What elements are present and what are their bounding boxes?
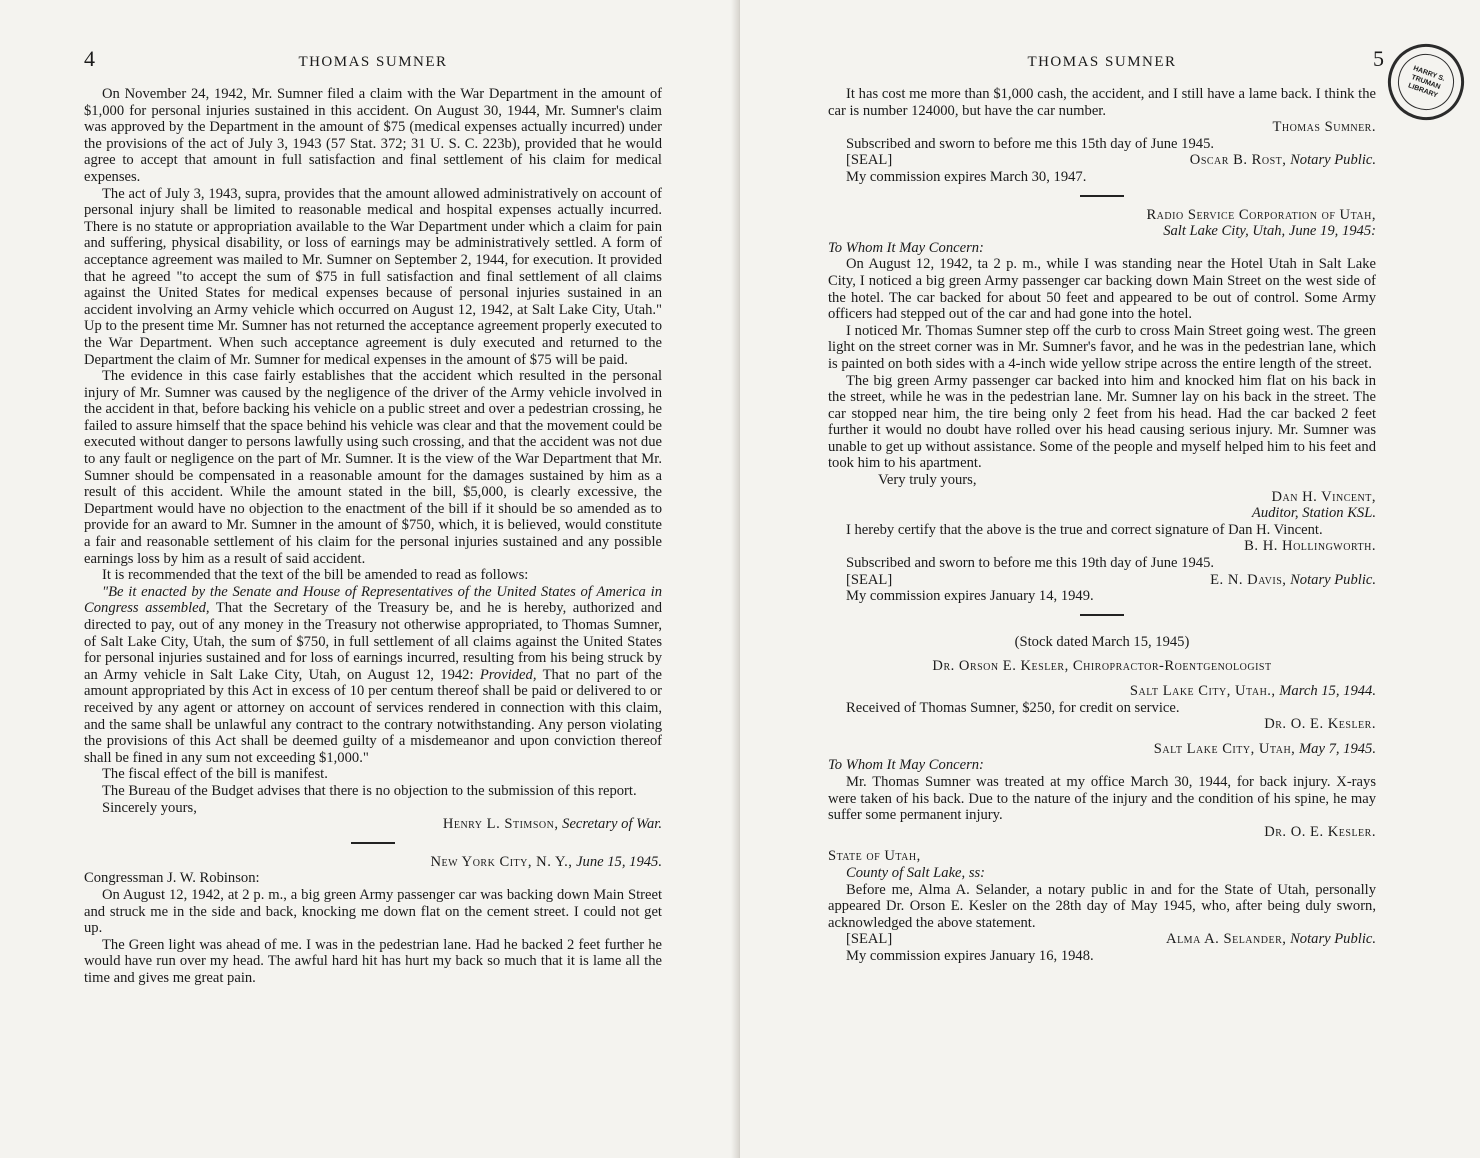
paragraph: I noticed Mr. Thomas Sumner step off the curb to cross Main Street going west. The green light on the street corner was in Mr. Sumner's favor, and he was in the pedestrian lane, which is painted on both sides with a 4-inch wide yellow stripe across the entire length of the street. [828, 322, 1376, 372]
dateline-date: May 7, 1945. [1298, 740, 1376, 757]
salutation-text: To Whom It May Concern: [828, 757, 984, 774]
signer-name: Henry L. Stimson, [442, 816, 559, 833]
spacer [828, 840, 1376, 848]
commission: My commission expires March 30, 1947. [846, 168, 1087, 185]
page-number: 4 [84, 46, 95, 71]
notary-title: Notary Public. [1290, 571, 1376, 588]
spacer [828, 675, 1376, 683]
closing: Very truly yours, [878, 472, 977, 489]
paragraph: On August 12, 1942, at 2 p. m., a big green Army passenger car was backing down Main Street and struck me in the side and back, knocking me down flat on the cement street. I could not get up. [84, 886, 662, 937]
spacer [828, 650, 1376, 658]
paragraph: On August 12, 1942, ta 2 p. m., while I was standing near the Hotel Utah in Salt Lake City, I noticed a big green Army passenger car backing down Main Street on the west side of the hotel. The car backed for about 50 feet and appeared to be out of control. Some Army officers had stepped out of the car and had gone into the hotel. [828, 256, 1376, 323]
signer-title [828, 505, 1376, 522]
paragraph: The Green light was ahead of me. I was in the pedestrian lane. Had he backed 2 feet further he would have run over my head. The awful hard hit has hurt my back so much that it is lame all the time and gives me great pain. [84, 936, 662, 986]
signer-title: Secretary of War. [562, 816, 662, 833]
county-text: County of Salt Lake, ss: [846, 864, 986, 881]
dateline-place: Salt Lake City, Utah, [1153, 740, 1296, 757]
section-rule [1080, 614, 1124, 616]
closing: Sincerely yours, [102, 799, 197, 816]
left-page-body [84, 86, 662, 986]
library-stamp [1377, 33, 1474, 130]
stock-note: (Stock dated March 15, 1945) [1014, 633, 1190, 650]
county-line [828, 865, 1376, 882]
enacting-clause: "Be it enacted by the Senate and House of Representatives of the United States of America in Congress assembled, [84, 583, 662, 617]
seal-line [828, 572, 1376, 589]
signature: Dr. O. E. Kesler. [1264, 716, 1376, 733]
signature-line [84, 816, 662, 833]
salutation [828, 757, 1376, 774]
sworn-statement: Subscribed and sworn to before me this 19th day of June 1945. [846, 555, 1215, 572]
receipt-text: Received of Thomas Sumner, $250, for credit on service. [846, 699, 1180, 716]
paragraph: On November 24, 1942, Mr. Sumner filed a claim with the War Department in the amount of $1,000 for personal injuries sustained in this accident. On August 30, 1944, Mr. Sumner's claim was approved by the Department in the amount of $75 (medical expenses actually incurred) under the provisions of the act of July 3, 1943 (57 Stat. 372; 31 U. S. C. 223b), provided that he would agree to accept that amount in full satisfaction and final settlement of his claim for medical expenses. [84, 86, 662, 185]
dateline-date: March 15, 1944. [1279, 683, 1376, 699]
notary-name: Oscar B. Rost, [1189, 152, 1287, 169]
right-page-body [828, 86, 1376, 965]
section-rule [1080, 195, 1124, 197]
stamp-text: HARRY S. TRUMAN LIBRARY [1390, 46, 1462, 118]
seal-line [828, 931, 1376, 948]
bill-text-part: That the Secretary of the Treasury be, and he is hereby, authorized and directed to pay, out of any money in the Treasury not otherwise appropriated, to Thomas Sumner, of Salt Lake City, Utah, the sum of $750, in full settlement of all claims against the United States for personal injuries sustained and for loss of earnings incurred, resulting from his being struck by an Army vehicle in Salt Lake City, Utah, on August 12, 1942: [84, 600, 662, 683]
notary-name: E. N. Davis, [1210, 571, 1287, 588]
notary-title: Notary Public. [1290, 931, 1376, 948]
paragraph: Mr. Thomas Sumner was treated at my office March 30, 1944, for back injury. X-rays were taken of his back. Due to the nature of the injury and the condition of his spine, he may suffer some permanent injury. [828, 773, 1376, 824]
paragraph: It is recommended that the text of the bill be amended to read as follows: [102, 567, 529, 584]
proviso: Provided, [479, 666, 537, 683]
dateline [828, 223, 1376, 240]
signer-name: Dan H. Vincent, [1271, 488, 1376, 505]
left-page-header [84, 46, 662, 80]
certification: I hereby certify that the above is the true and correct signature of Dan H. Vincent. [846, 521, 1323, 538]
commission: My commission expires January 14, 1949. [846, 588, 1094, 605]
paragraph: The fiscal effect of the bill is manifest. [102, 766, 328, 783]
notary-title: Notary Public. [1290, 152, 1376, 169]
dateline-text: Salt Lake City, Utah, June 19, 1945: [1163, 223, 1376, 240]
running-head: THOMAS SUMNER [298, 54, 448, 70]
salutation-text: To Whom It May Concern: [828, 239, 984, 256]
bill-text [84, 584, 662, 767]
dateline [828, 741, 1376, 758]
signature: Thomas Sumner. [1272, 119, 1376, 136]
spacer [828, 733, 1376, 741]
right-page-header [828, 46, 1384, 80]
paragraph: The Bureau of the Budget advises that there is no objection to the submission of this report. [102, 782, 637, 799]
page-number: 5 [1373, 46, 1384, 71]
signature: Dr. O. E. Kesler. [1264, 823, 1376, 840]
notary-line [1148, 931, 1376, 948]
salutation [828, 240, 1376, 257]
paragraph: The big green Army passenger car backed into him and knocked him flat on his back in the street, while he was in the pedestrian lane. Mr. Sumner lay on his back in the street. The car stopped near him, the tire being only 2 feet from his head. Had the car backed 2 feet further it would no doubt have rolled over his head causing serious injury. Mr. Sumner was unable to get up without assistance. Some of the people and myself helped him to his feet and took him to his apartment. [828, 372, 1376, 472]
commission: My commission expires January 16, 1948. [846, 947, 1094, 964]
right-page [740, 0, 1480, 1158]
notary-line [1172, 152, 1376, 169]
paragraph: It has cost me more than $1,000 cash, the accident, and I still have a lame back. I think the car is number 124000, but have the car number. [828, 86, 1376, 119]
state-line: State of Utah, [828, 848, 921, 865]
dateline [828, 683, 1376, 700]
section-rule [351, 842, 395, 844]
spacer [828, 626, 1376, 634]
seal-mark: [SEAL] [846, 152, 893, 169]
running-head: THOMAS SUMNER [1027, 54, 1177, 70]
seal-mark: [SEAL] [846, 931, 893, 948]
dateline-place: Salt Lake City, Utah., [1129, 683, 1276, 699]
dateline-place: New York City, N. Y., [430, 853, 573, 870]
letterhead: Dr. Orson E. Kesler, Chiropractor-Roentgenologist [932, 658, 1272, 675]
sworn-statement: Subscribed and sworn to before me this 15th day of June 1945. [846, 135, 1215, 152]
paragraph: The act of July 3, 1943, supra, provides that the amount allowed administratively on account of personal injury shall be limited to reasonable medical and hospital expenses actually incurred. There is no statute or appropriation available to the War Department under which a claim for pain and suffering, physical disability, or loss of earnings may be administratively settled. A form of acceptance agreement was mailed to Mr. Sumner on September 2, 1944, for execution. It provided that he agreed "to accept the sum of $75 in full satisfaction and final settlement of all claims against the United States for medical expenses because of personal injuries sustained in an accident involving an Army vehicle which occurred on August 12, 1942, at Salt Lake City, Utah." Up to the present time Mr. Sumner has not returned the acceptance agreement properly executed to the War Department. When such acceptance agreement is duly executed and returned to the Department the claim of Mr. Sumner for medical expenses in the amount of $75 will be paid. [84, 185, 662, 368]
notary-name: Alma A. Selander, [1166, 931, 1287, 948]
notary-line [1192, 572, 1376, 589]
paragraph: The evidence in this case fairly establishes that the accident which resulted in the personal injury of Mr. Sumner was caused by the negligence of the driver of the Army vehicle involved in the accident in that, before backing his vehicle on a public street and over a pedestrian crossing, he failed to assure himself that the space behind his vehicle was clear and that the movement could be executed without danger to persons lawfully using such crossing, and that the accident was not due to any fault or negligence on the part of Mr. Sumner. It is the view of the War Department that Mr. Sumner should be compensated in a reasonable amount for the damages sustained by him as a result of this accident. While the amount stated in the bill, $5,000, is clearly excessive, the Department would have no objection to the enactment of the bill if it should be so amended as to provide for an award to Mr. Sumner in the amount of $750, which, it is believed, would constitute a fair and reasonable settlement of his claim for the personal injuries sustained and any possible earnings loss by him as a result of said accident. [84, 368, 662, 567]
acknowledgment: Before me, Alma A. Selander, a notary public in and for the State of Utah, personally appeared Dr. Orson E. Kesler on the 28th day of May 1945, who, after being duly sworn, acknowledged the above statement. [828, 881, 1376, 931]
salutation: Congressman J. W. Robinson: [84, 870, 260, 887]
signature: B. H. Hollingworth. [1244, 538, 1376, 555]
seal-mark: [SEAL] [846, 571, 893, 588]
organization: Radio Service Corporation of Utah, [1146, 206, 1376, 223]
seal-line [828, 152, 1376, 169]
dateline [84, 854, 662, 871]
dateline-date: June 15, 1945. [576, 853, 662, 870]
signer-title-text: Auditor, Station KSL. [1251, 505, 1376, 522]
bill-text-part: That no part of the amount appropriated by this Act in excess of 10 per centum thereof shall be paid or delivered to or received by any agent or attorney on account of services rendered in connection with this claim, and the same shall be unlawful any contract to the contrary notwithstanding. Any person violating the provisions of this Act shall be deemed guilty of a misdemeanor and upon conviction thereof shall be fined in any sum not exceeding $1,000." [84, 666, 662, 766]
